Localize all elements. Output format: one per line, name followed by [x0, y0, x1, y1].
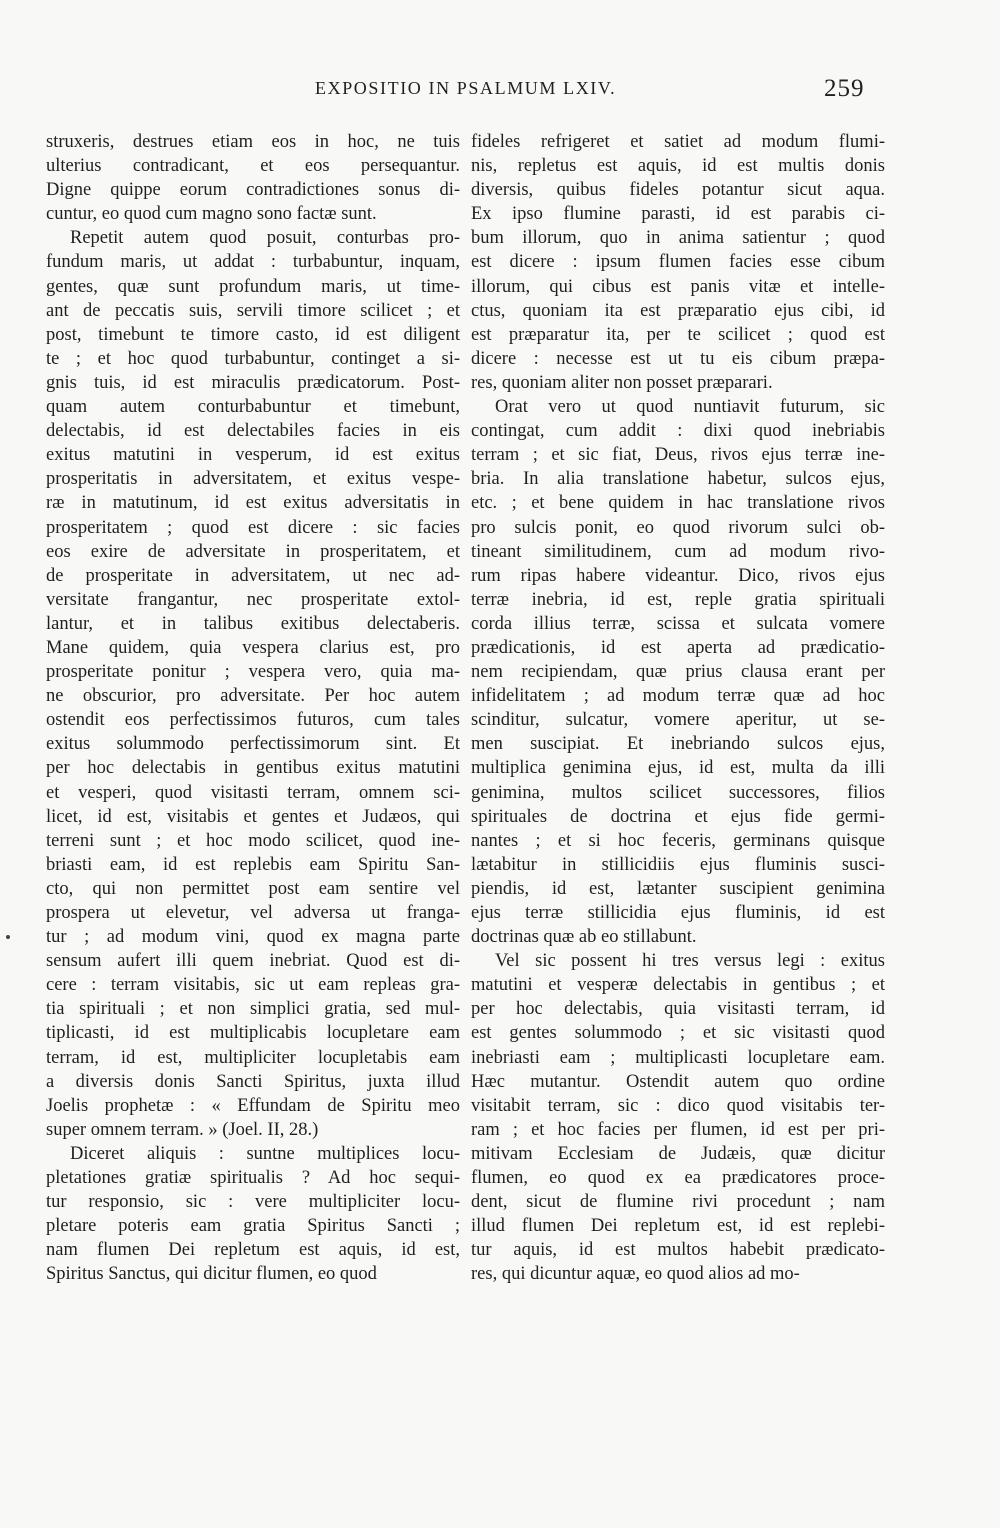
text-line: terram ; et sic fiat, Deus, rivos ejus terræ ine-	[471, 445, 885, 466]
text-line: cuntur, eo quod cum magno sono factæ sunt.	[46, 204, 377, 225]
text-line: Vel sic possent hi tres versus legi : exitus	[495, 951, 885, 972]
page-number: 259	[824, 75, 865, 102]
text-line: Repetit autem quod posuit, conturbas pro-	[70, 228, 460, 249]
text-line: ram ; et hoc facies per flumen, id est per pri-	[471, 1119, 885, 1140]
text-line: ulterius contradicant, et eos persequantur.	[46, 156, 460, 177]
text-line: tineant similitudinem, cum ad modum rivo-	[471, 541, 885, 562]
text-line: sensum aufert illi quem inebriat. Quod est di-	[46, 951, 460, 972]
text-line: tiplicasti, id est multiplicabis locupletare eam	[46, 1023, 460, 1044]
text-line: men suscipiat. Et inebriando sulcos ejus,	[471, 734, 885, 755]
text-line: res, quoniam aliter non posset præparari.	[471, 372, 773, 393]
text-line: exitus solummodo perfectissimorum sint. Et	[46, 734, 460, 755]
text-line: est præparatur ita, per te scilicet ; quod est	[471, 324, 885, 345]
text-line: et vesperi, quod visitasti terram, omnem sci-	[46, 782, 460, 803]
text-line: tia spirituali ; et non simplici gratia, sed mul-	[46, 999, 460, 1020]
text-line: exitus matutini in vesperum, id est exitus	[46, 445, 460, 466]
text-line: de prosperitate in adversitatem, ut nec ad-	[46, 565, 460, 586]
left-column	[46, 130, 460, 1287]
running-title: EXPOSITIO IN PSALMUM LXIV.	[315, 78, 617, 98]
text-line: fideles refrigeret et satiet ad modum flumi-	[471, 132, 885, 152]
text-line: ejus terræ stillicidia ejus fluminis, id est	[471, 903, 885, 923]
text-line: licet, id est, visitabis et gentes et Judæos, qui	[46, 806, 460, 827]
text-line: tur responsio, sic : vere multipliciter locu-	[46, 1192, 460, 1213]
text-line: est gentes solummodo ; et sic visitasti quod	[471, 1023, 885, 1044]
text-line: mitivam Ecclesiam de Judæis, quæ dicitur	[471, 1143, 885, 1164]
text-line: spirituales de doctrina et ejus fide germi-	[471, 806, 885, 827]
text-line: doctrinas quæ ab eo stillabunt.	[471, 927, 697, 948]
text-line: corda illius terræ, scissa et sulcata vomere	[471, 613, 885, 634]
text-line: a diversis donis Sancti Spiritus, juxta illud	[46, 1071, 460, 1092]
text-line: gentes, quæ sunt profundum maris, ut time-	[46, 276, 460, 297]
text-line: briasti eam, id est replebis eam Spiritu San-	[46, 854, 460, 875]
text-line: piendis, id est, lætanter suscipient genimina	[471, 878, 885, 899]
page-header	[0, 75, 1000, 108]
text-line: ctus, quoniam ita est præparatio ejus cibi, id	[471, 300, 885, 321]
text-line: illud flumen Dei repletum est, id est replebi-	[471, 1216, 885, 1237]
text-line: illorum, qui cibus est panis vitæ et intelle-	[471, 276, 885, 297]
text-line: te ; et hoc quod turbabuntur, continget a si-	[46, 348, 460, 369]
text-line: scinditur, sulcatur, vomere aperitur, ut se-	[471, 710, 885, 731]
text-line: matutini et vesperæ delectabis in gentibus ; et	[471, 975, 885, 996]
text-line: super omnem terram. » (Joel. II, 28.)	[46, 1119, 319, 1140]
text-line: cto, qui non permittet post eam sentire vel	[46, 878, 460, 899]
text-line: struxeris, destrues etiam eos in hoc, ne tuis	[46, 132, 460, 152]
text-line: Joelis prophetæ : « Effundam de Spiritu meo	[46, 1095, 460, 1116]
text-line: Spiritus Sanctus, qui dicitur flumen, eo quod	[46, 1264, 377, 1285]
right-column	[471, 130, 885, 1287]
text-line: ne obscurior, pro adversitate. Per hoc autem	[46, 686, 460, 707]
text-line: rum ripas habere videantur. Dico, rivos ejus	[471, 565, 885, 586]
text-line: delectabis, id est delectabiles facies in eis	[46, 421, 460, 442]
text-line: fundum maris, ut addat : turbabuntur, inquam,	[46, 252, 460, 273]
text-line: terram, id est, multipliciter locupletabis eam	[46, 1047, 460, 1068]
text-line: lantur, et in talibus exitibus delectaberis.	[46, 613, 460, 634]
text-line: terræ inebria, id est, reple gratia spirituali	[471, 589, 885, 610]
text-line: nantes ; et si hoc feceris, germinans quisque	[471, 830, 885, 851]
text-line: nam flumen Dei repletum est aquis, id est,	[46, 1240, 460, 1261]
text-line: quam autem conturbabuntur et timebunt,	[46, 397, 460, 418]
text-line: multiplica genimina ejus, id est, multa da illi	[471, 758, 885, 779]
text-line: prosperitatis in adversitatem, et exitus vespe-	[46, 469, 460, 490]
text-line: diversis, quibus fideles potantur sicut aqua.	[471, 180, 885, 201]
text-line: Diceret aliquis : suntne multiplices locu-	[70, 1143, 460, 1164]
text-line: prosperitatem ; quod est dicere : sic facies	[46, 517, 460, 538]
text-line: prospera ut elevetur, vel adversa ut franga-	[46, 903, 460, 923]
text-line: infidelitatem ; ad modum terræ quæ ad hoc	[471, 686, 885, 707]
text-line: bria. In alia translatione habetur, sulcos ejus,	[471, 469, 885, 490]
text-line: Orat vero ut quod nuntiavit futurum, sic	[495, 397, 885, 418]
text-line: dicere : necesse est ut tu eis cibum præpa-	[471, 348, 885, 369]
text-line: cere : terram visitabis, sic ut eam repleas gra-	[46, 975, 460, 996]
text-line: terreni sunt ; et hoc modo scilicet, quod ine-	[46, 830, 460, 851]
text-line: tur ; ad modum vini, quod ex magna parte	[46, 927, 460, 948]
text-line: visitabit terram, sic : dico quod visitabis ter-	[471, 1095, 885, 1116]
text-line: genimina, multos scilicet successores, filios	[471, 782, 885, 803]
text-line: prosperitate ponitur ; vespera vero, quia ma-	[46, 662, 460, 683]
text-line: gnis tuis, id est miraculis prædicatorum. Post-	[46, 372, 460, 393]
text-line: contingat, cum addit : dixi quod inebriabis	[471, 421, 885, 442]
text-line: ant de peccatis suis, servili timore scilicet ; et	[46, 300, 460, 321]
text-line: pro sulcis ponit, eo quod rivorum sulci ob-	[471, 517, 885, 538]
text-line: per hoc delectabis, quia visitasti terram, id	[471, 999, 885, 1020]
text-line: bum illorum, quo in anima satientur ; quod	[471, 228, 885, 249]
text-line: per hoc delectabis in gentibus exitus matutini	[46, 758, 460, 779]
text-line: res, qui dicuntur aquæ, eo quod alios ad mo-	[471, 1264, 800, 1285]
text-line: etc. ; et bene quidem in hac translatione rivos	[471, 493, 885, 514]
text-line: flumen, eo quod ex ea prædicatores proce-	[471, 1168, 885, 1189]
text-line: Mane quidem, quia vespera clarius est, pro	[46, 637, 460, 658]
text-line: ræ in matutinum, id est exitus adversitatis in	[46, 493, 460, 514]
text-line: ostendit eos perfectissimos futuros, cum tales	[46, 710, 460, 731]
text-line: versitate frangantur, nec prosperitate extol-	[46, 589, 460, 610]
margin-mark	[6, 935, 10, 939]
text-line: nem recipiendam, quæ prius clausa erant per	[471, 662, 885, 683]
text-line: prædicationis, id est aperta ad prædicatio-	[471, 637, 885, 658]
text-line: Hæc mutantur. Ostendit autem quo ordine	[471, 1071, 885, 1092]
text-line: inebriasti eam ; multiplicasti locupletare eam.	[471, 1047, 885, 1068]
text-line: tur aquis, id est multos habebit prædicato-	[471, 1240, 885, 1261]
text-line: Ex ipso flumine parasti, id est parabis ci-	[471, 204, 885, 225]
text-line: Digne quippe eorum contradictiones sonus di-	[46, 180, 460, 201]
text-line: pletare poteris eam gratia Spiritus Sancti ;	[46, 1216, 460, 1237]
text-line: pletationes gratiæ spiritualis ? Ad hoc sequi-	[46, 1168, 460, 1189]
text-line: est dicere : ipsum flumen facies esse cibum	[471, 252, 885, 273]
text-line: lætabitur in stillicidiis ejus fluminis susci-	[471, 854, 885, 875]
text-line: nis, repletus est aquis, id est multis donis	[471, 156, 885, 177]
text-line: post, timebunt te timore casto, id est diligent	[46, 324, 460, 345]
text-line: dent, sicut de flumine rivi procedunt ; nam	[471, 1192, 885, 1213]
text-line: eos exire de adversitate in prosperitatem, et	[46, 541, 460, 562]
